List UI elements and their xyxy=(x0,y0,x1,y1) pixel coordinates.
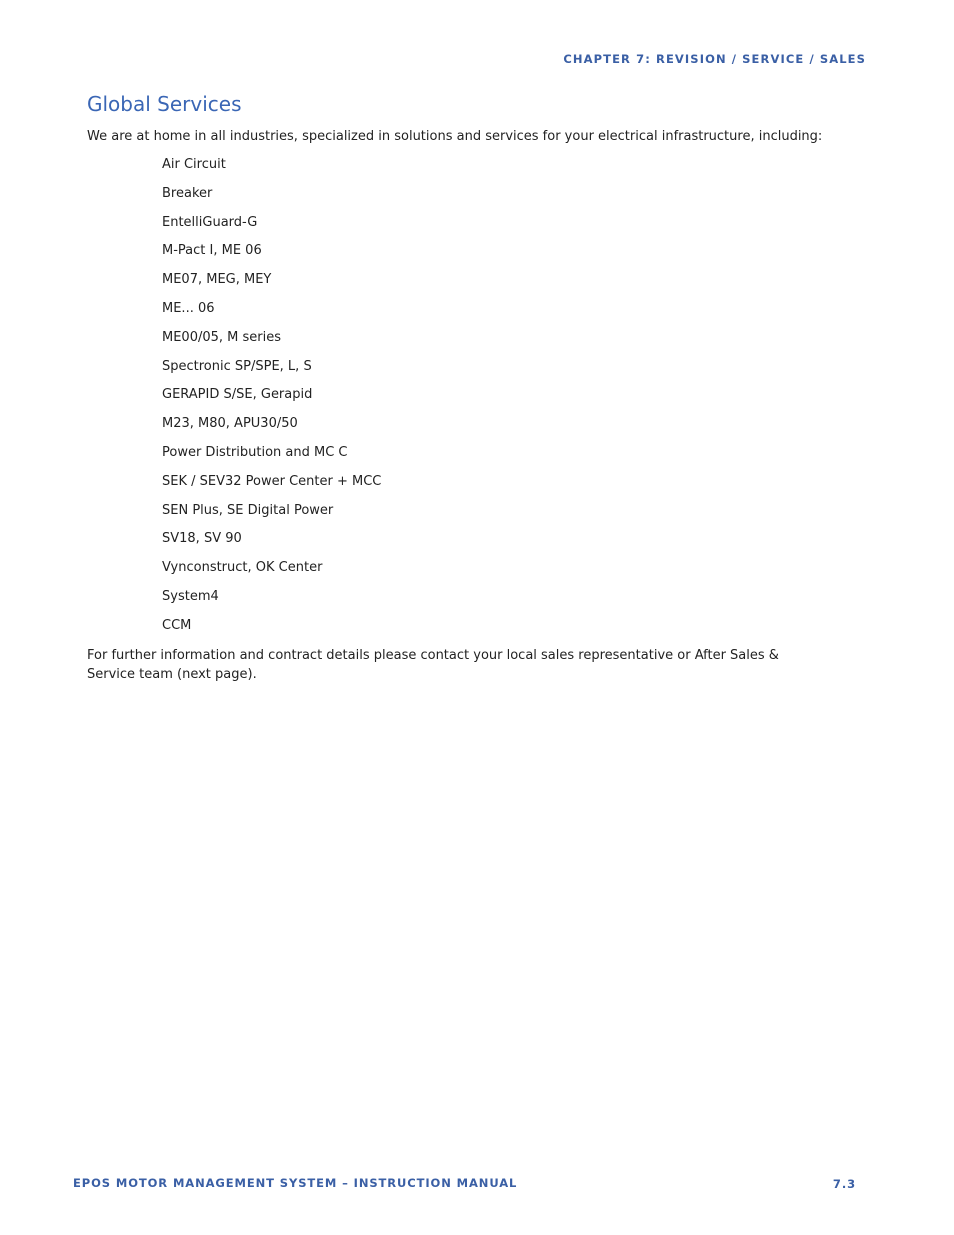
section-title: Global Services xyxy=(87,92,242,116)
list-item: GERAPID S/SE, Gerapid xyxy=(162,387,313,403)
list-item: Vynconstruct, OK Center xyxy=(162,560,323,576)
list-item: Spectronic SP/SPE, L, S xyxy=(162,358,312,374)
list-item: ME00/05, M series xyxy=(162,329,282,345)
list-item: SEN Plus, SE Digital Power xyxy=(162,502,334,518)
list-item: CCM xyxy=(162,617,192,633)
closing-paragraph: For further information and contract details please contact your local sales representative or After Sales & Service team (next page). xyxy=(87,648,779,682)
chapter-header: CHAPTER 7: REVISION / SERVICE / SALES xyxy=(563,52,866,66)
list-item: EntelliGuard-G xyxy=(162,214,258,230)
list-item: ME... 06 xyxy=(162,300,215,316)
page-number: 7.3 xyxy=(832,1177,856,1191)
list-item: M-Pact I, ME 06 xyxy=(162,243,262,259)
list-item: Breaker xyxy=(162,185,213,201)
list-item: ME07, MEG, MEY xyxy=(162,272,272,288)
service-list xyxy=(162,156,381,646)
list-item: System4 xyxy=(162,588,219,604)
list-item: Power Distribution and MC C xyxy=(162,444,348,460)
intro-paragraph: We are at home in all industries, specialized in solutions and services for your electrical infrastructure, including: xyxy=(87,129,823,144)
list-item: Air Circuit xyxy=(162,157,226,172)
footer-manual-title: EPOS MOTOR MANAGEMENT SYSTEM – INSTRUCTION MANUAL xyxy=(73,1176,518,1190)
list-item: SV18, SV 90 xyxy=(162,531,242,547)
list-item: SEK / SEV32 Power Center + MCC xyxy=(162,473,382,489)
list-item: M23, M80, APU30/50 xyxy=(162,416,298,432)
